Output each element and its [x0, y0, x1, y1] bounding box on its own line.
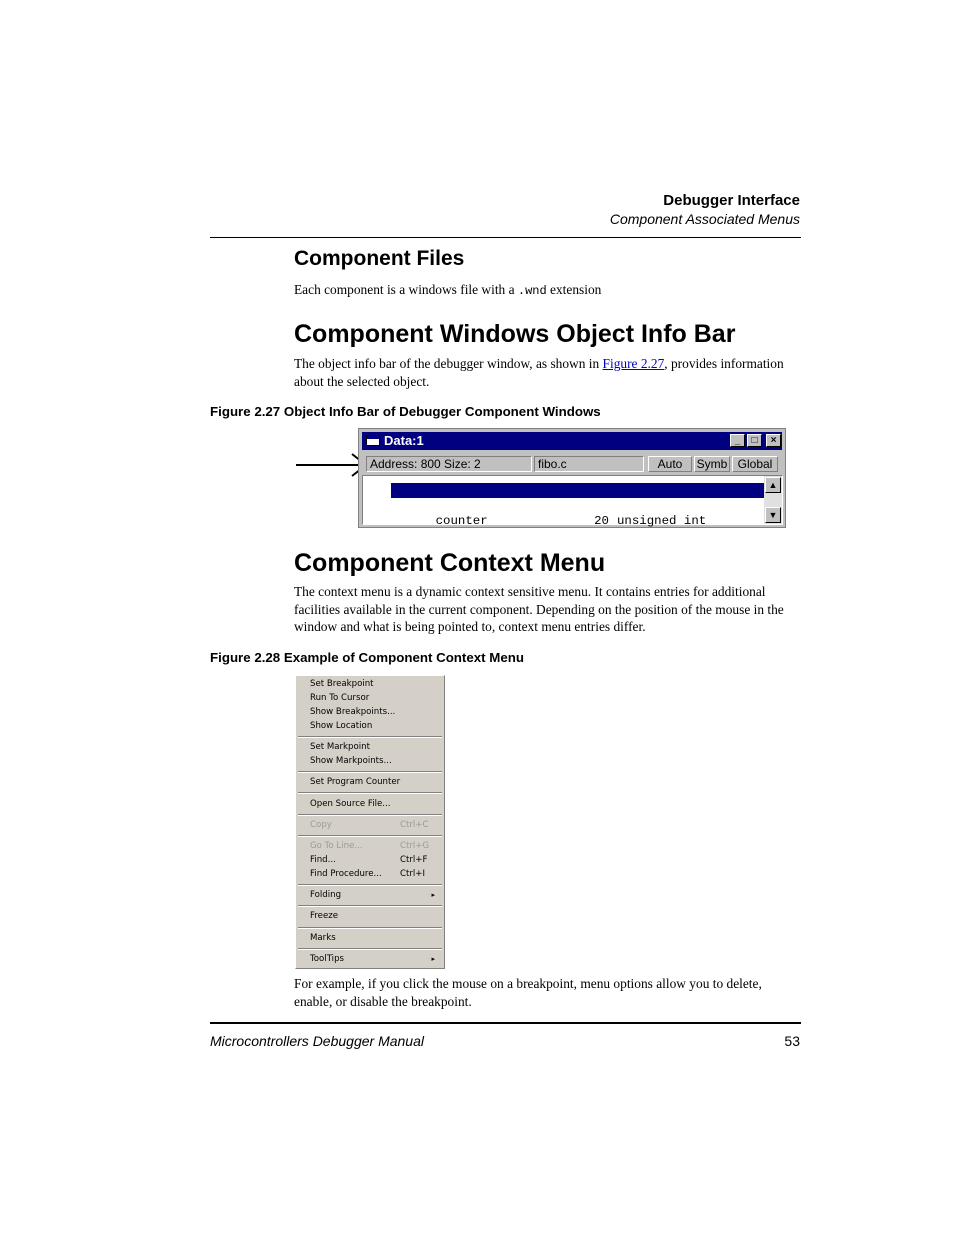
page-number: 53: [784, 1033, 800, 1049]
data-window: [358, 428, 786, 528]
submenu-arrow-icon: ▸: [431, 955, 435, 963]
menu-item-folding[interactable]: Folding ▸: [310, 890, 435, 900]
menu-item-set-breakpoint[interactable]: Set Breakpoint: [310, 679, 374, 689]
symb-button[interactable]: Symb: [694, 456, 730, 472]
running-header-title: Debugger Interface: [663, 192, 800, 209]
scroll-down-icon[interactable]: ▼: [765, 507, 781, 523]
menu-separator: [298, 835, 442, 837]
menu-separator: [298, 927, 442, 929]
address-size-field: Address: 800 Size: 2: [366, 456, 532, 472]
menu-item-freeze[interactable]: Freeze: [310, 911, 339, 921]
menu-item-run-to-cursor[interactable]: Run To Cursor: [310, 693, 370, 703]
menu-separator: [298, 736, 442, 738]
closing-paragraph: For example, if you click the mouse on a breakpoint, menu options allow you to delete, enable, or disable the breakpoint.: [294, 976, 762, 1009]
files-paragraph: Each component is a windows file with a .wnd extension: [294, 282, 602, 298]
global-button[interactable]: Global: [732, 456, 778, 472]
context-menu: [295, 675, 445, 969]
vertical-scrollbar[interactable]: [764, 476, 782, 524]
menu-item-tooltips[interactable]: ToolTips ▸: [310, 954, 435, 964]
heading-context-menu: Component Context Menu: [294, 549, 606, 577]
maximize-button[interactable]: □: [747, 434, 762, 447]
object-info-bar: [362, 454, 782, 472]
submenu-arrow-icon: ▸: [431, 891, 435, 899]
menu-item-set-markpoint[interactable]: Set Markpoint: [310, 742, 370, 752]
menu-separator: [298, 905, 442, 907]
variable-list: [362, 475, 783, 528]
minimize-button[interactable]: _: [730, 434, 745, 447]
menu-item-marks[interactable]: Marks: [310, 933, 336, 943]
menu-item-open-source-file[interactable]: Open Source File...: [310, 799, 391, 809]
menu-separator: [298, 814, 442, 816]
wnd-code: .wnd: [517, 284, 547, 298]
menu-separator: [298, 948, 442, 950]
menu-item-show-location[interactable]: Show Location: [310, 721, 373, 731]
window-icon: [366, 435, 380, 446]
list-item[interactable]: counter 20 unsigned int: [435, 514, 707, 528]
menu-item-find-procedure[interactable]: Find Procedure... Ctrl+I: [310, 869, 426, 879]
menu-separator: [298, 771, 442, 773]
figure-2-27-link[interactable]: Figure 2.27: [602, 356, 665, 371]
figure-2-28-caption: Figure 2.28 Example of Component Context Menu: [210, 650, 524, 665]
close-button[interactable]: ×: [766, 434, 781, 447]
menu-item-copy: Copy Ctrl+C: [310, 820, 429, 830]
scroll-up-icon[interactable]: ▲: [765, 477, 781, 493]
menu-separator: [298, 884, 442, 886]
list-item[interactable]: fiboCount 4181 unsigned int: [391, 483, 767, 498]
menu-item-show-breakpoints[interactable]: Show Breakpoints...: [310, 707, 396, 717]
footer-rule: [210, 1022, 801, 1024]
menu-item-go-to-line: Go To Line... Ctrl+G: [310, 841, 430, 851]
infobar-paragraph: The object info bar of the debugger window, as shown in Figure 2.27, provides information about the selected object.: [294, 356, 784, 389]
menu-item-find[interactable]: Find... Ctrl+F: [310, 855, 428, 865]
heading-component-files: Component Files: [294, 247, 465, 270]
footer-manual-title: Microcontrollers Debugger Manual: [210, 1033, 424, 1049]
window-titlebar[interactable]: [362, 432, 782, 450]
menu-item-show-markpoints[interactable]: Show Markpoints...: [310, 756, 392, 766]
context-paragraph: The context menu is a dynamic context sensitive menu. It contains entries for additional facilities available in the current component. Depending on the position of the mouse in the window and what is being pointed to, context menu entries differ.: [294, 584, 784, 634]
file-field: fibo.c: [534, 456, 644, 472]
figure-2-27-caption: Figure 2.27 Object Info Bar of Debugger Component Windows: [210, 404, 601, 419]
menu-item-set-program-counter[interactable]: Set Program Counter: [310, 777, 401, 787]
heading-object-info-bar: Component Windows Object Info Bar: [294, 320, 736, 348]
menu-separator: [298, 792, 442, 794]
auto-button[interactable]: Auto: [648, 456, 692, 472]
running-header-subtitle: Component Associated Menus: [609, 211, 800, 227]
window-title: Data:1: [384, 433, 424, 448]
header-rule: [210, 237, 801, 238]
